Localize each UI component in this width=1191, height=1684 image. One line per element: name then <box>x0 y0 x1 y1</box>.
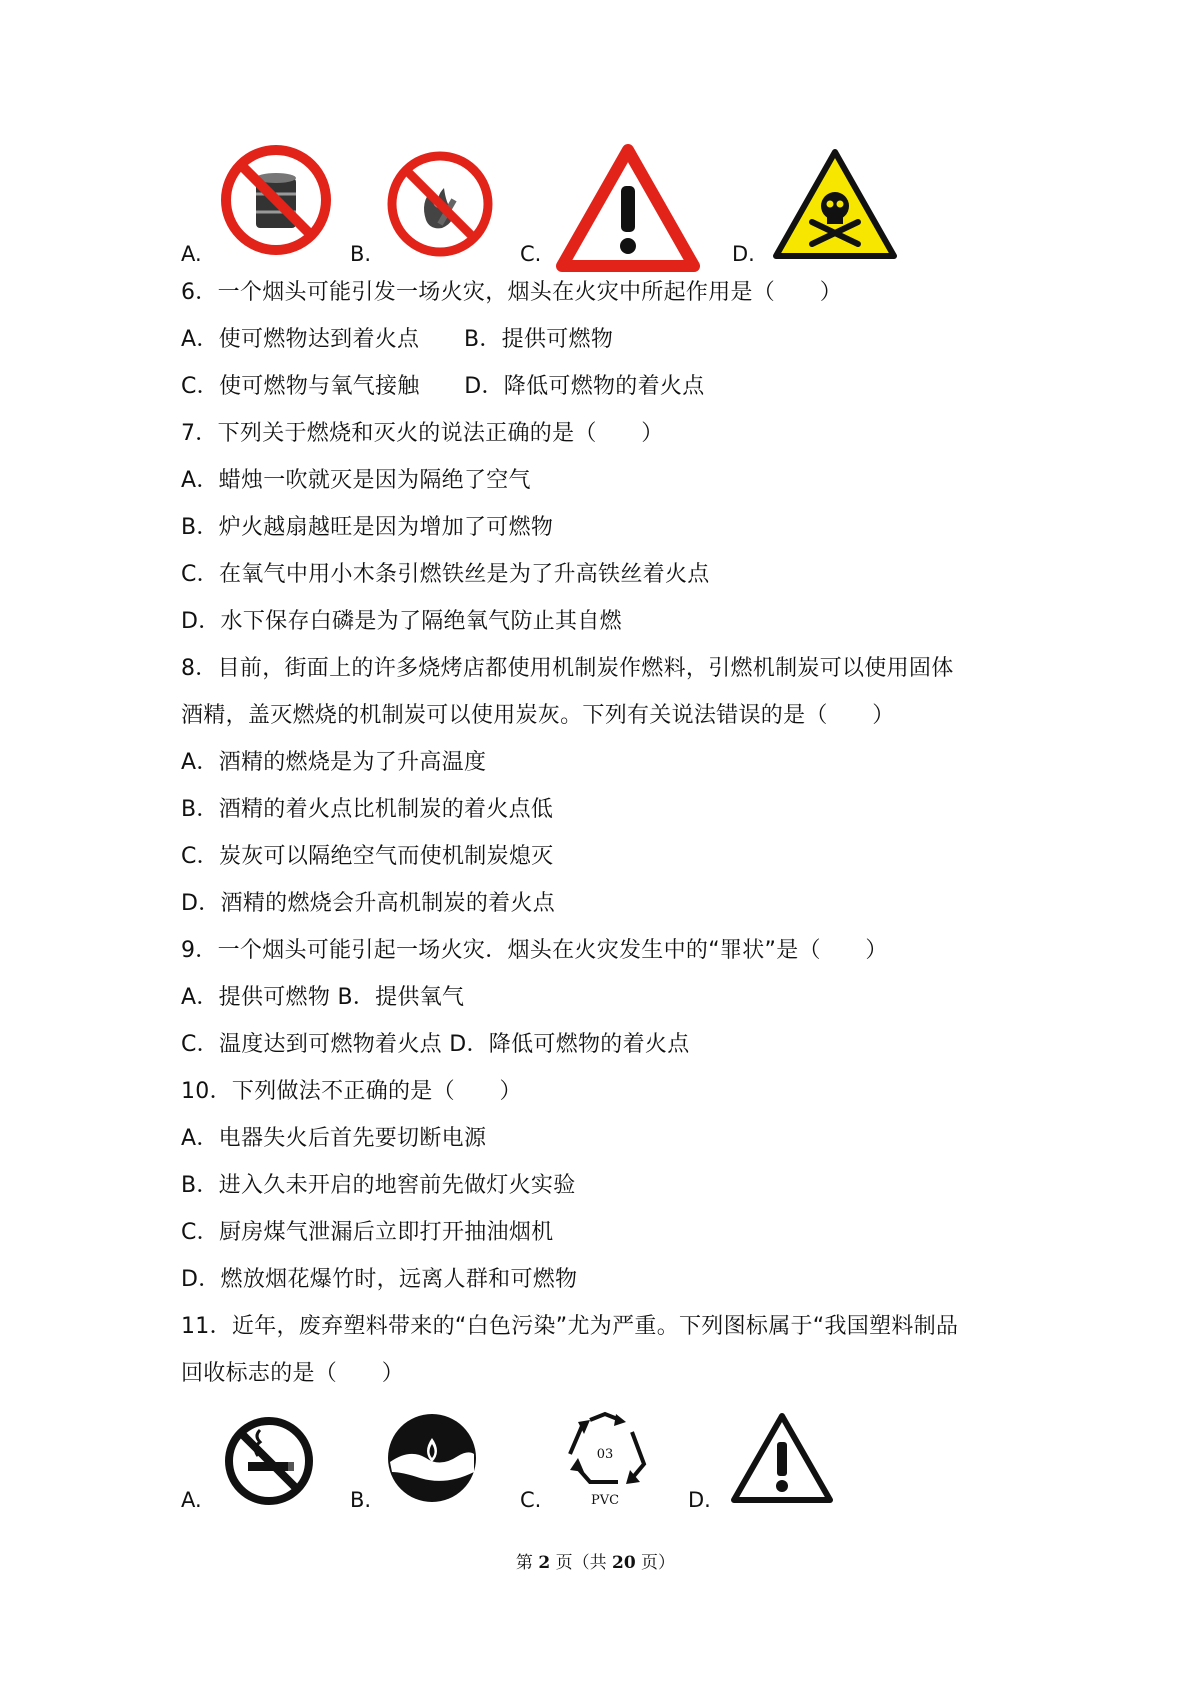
option-label-a: A. <box>181 1488 202 1512</box>
toxic-skull-sign-icon <box>772 148 898 264</box>
question-7-option-c: C．在氧气中用小木条引燃铁丝是为了升高铁丝着火点 <box>181 562 710 587</box>
question-8-option-d: D．酒精的燃烧会升高机制炭的着火点 <box>181 891 556 916</box>
question-11-stem-line1: 11．近年，废弃塑料带来的“白色污染”尤为严重。下列图标属于“我国塑料制品 <box>181 1314 959 1339</box>
question-8-option-b: B．酒精的着火点比机制炭的着火点低 <box>181 797 554 822</box>
water-saving-sign-icon <box>386 1412 478 1508</box>
question-7-stem: 7．下列关于燃烧和灭火的说法正确的是（ ） <box>181 421 664 446</box>
option-label-b: B. <box>350 242 372 266</box>
no-oil-drum-sign-icon <box>220 144 332 260</box>
footer-page-number: 2 <box>538 1553 551 1573</box>
footer-total-pages: 20 <box>611 1553 636 1573</box>
question-9-options-ab: A．提供可燃物 B．提供氧气 <box>181 985 465 1010</box>
question-8-stem-line1: 8．目前，街面上的许多烧烤店都使用机制炭作燃料，引燃机制炭可以使用固体 <box>181 656 954 681</box>
no-smoking-sign-icon <box>224 1416 314 1510</box>
question-10-option-d: D．燃放烟花爆竹时，远离人群和可燃物 <box>181 1267 578 1292</box>
footer-prefix: 第 <box>515 1553 539 1573</box>
question-10-stem: 10．下列做法不正确的是（ ） <box>181 1079 522 1104</box>
question-6-options-ab: A．使可燃物达到着火点 B．提供可燃物 <box>181 327 614 352</box>
question-7-option-b: B．炉火越扇越旺是因为增加了可燃物 <box>181 515 554 540</box>
footer-mid: 页（共 <box>550 1553 612 1573</box>
question-10-option-b: B．进入久未开启的地窖前先做灯火实验 <box>181 1173 576 1198</box>
question-6-stem: 6．一个烟头可能引发一场火灾，烟头在火灾中所起作用是（ ） <box>181 280 842 305</box>
question-8-stem-line2: 酒精，盖灭燃烧的机制炭可以使用炭灰。下列有关说法错误的是（ ） <box>181 703 895 728</box>
question-7-option-a: A．蜡烛一吹就灭是因为隔绝了空气 <box>181 468 531 493</box>
option-label-c: C. <box>520 1488 542 1512</box>
option-label-d: D. <box>688 1488 711 1512</box>
footer-suffix: 页） <box>635 1553 676 1573</box>
option-label-a: A. <box>181 242 202 266</box>
recycle-number: 03 <box>596 1447 614 1462</box>
option-label-b: B. <box>350 1488 372 1512</box>
question-7-option-d: D．水下保存白磷是为了隔绝氧气防止其自燃 <box>181 609 622 634</box>
question-10-option-c: C．厨房煤气泄漏后立即打开抽油烟机 <box>181 1220 554 1245</box>
option-label-c: C. <box>520 242 542 266</box>
page-footer <box>0 1548 1191 1573</box>
question-9-stem: 9．一个烟头可能引起一场火灾．烟头在火灾发生中的“罪状”是（ ） <box>181 938 888 963</box>
recycle-text: PVC <box>590 1493 620 1508</box>
question-9-options-cd: C．温度达到可燃物着火点 D．降低可燃物的着火点 <box>181 1032 690 1057</box>
question-6-options-cd: C．使可燃物与氧气接触 D．降低可燃物的着火点 <box>181 374 705 399</box>
question-10-option-a: A．电器失火后首先要切断电源 <box>181 1126 487 1151</box>
warning-exclamation-sign-icon <box>730 1412 834 1510</box>
question-11-stem-line2: 回收标志的是（ ） <box>181 1361 405 1386</box>
option-label-d: D. <box>732 242 755 266</box>
recycling-pvc-sign-icon <box>560 1408 650 1512</box>
question-8-option-a: A．酒精的燃烧是为了升高温度 <box>181 750 487 775</box>
no-open-flame-sign-icon <box>386 150 494 262</box>
question-8-option-c: C．炭灰可以隔绝空气而使机制炭熄灭 <box>181 844 554 869</box>
warning-exclamation-sign-icon <box>556 144 700 276</box>
